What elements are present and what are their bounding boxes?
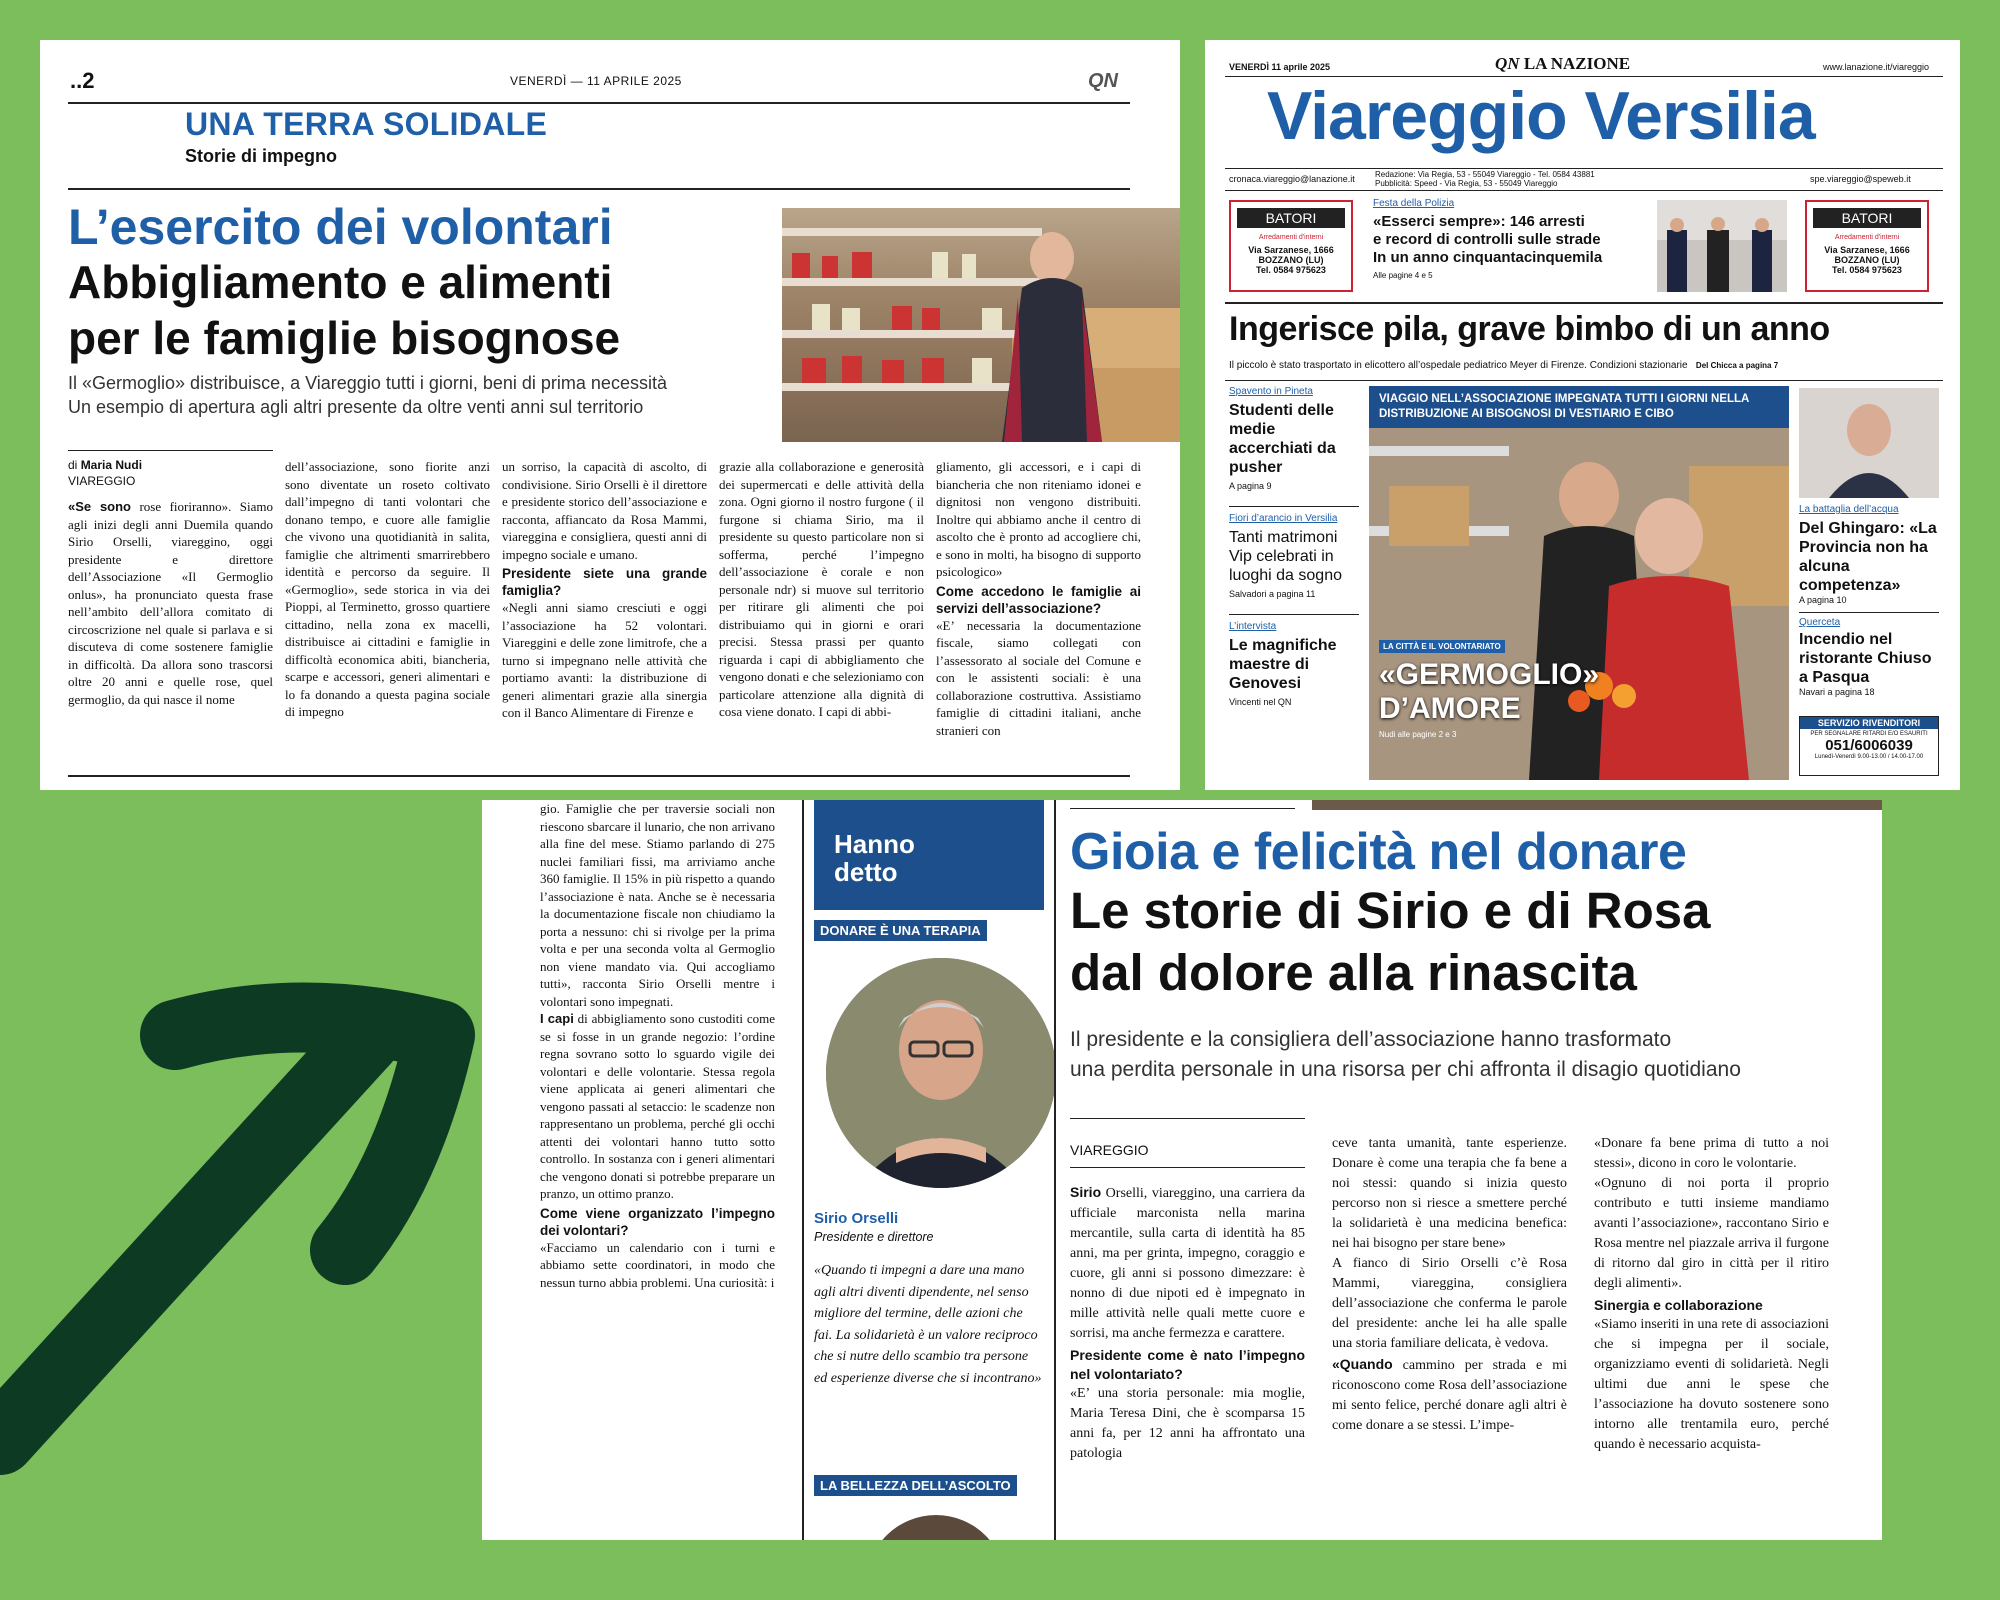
column-text: cammino per strada e mi riconoscono come Rosa dell’associazione mi sento felice, perché donare agli altri è come donare a se stessi. L’impe- xyxy=(1332,1358,1567,1433)
column-text: un sorriso, la capacità di ascolto, di condivisione. Sirio Orselli è il direttore e presidente storico dell’associazione e racconta, affiancato da Rosa Mammi, viareggina e consigliera, questi anni di impegno sociale e umano. xyxy=(502,459,707,562)
masthead xyxy=(1495,54,1630,74)
photo-illustration xyxy=(1657,200,1787,292)
column-text: rose fioriranno». Siamo agli inizi degli anni Duemila quando Sirio Orselli, viareggino, oggi presidente e direttore dell’Associazione «Il Germoglio onlus», ha pronunciato questa frase nell’ambito dell’allora comitato di circoscrizione nel quale si parlava e si discuteva di come sostenere famiglie in difficoltà. Da allora sono trascorsi oltre 20 anni e quelle rose, quel germoglio, da qui nasce il nome xyxy=(68,499,273,707)
left-briefs xyxy=(1229,386,1359,708)
column-text: «E’ necessaria la documentazione fiscale, siamo collegati con l’assessorato al sociale del Comune e con le assistenti sociali: è una collaborazione costruttiva. Assistiamo famiglie di cittadini italiani, anche stranieri con xyxy=(936,617,1141,738)
subheading: Sinergia e collaborazione xyxy=(1594,1297,1763,1313)
article-column-5 xyxy=(936,458,1141,739)
article-column-2 xyxy=(285,458,490,721)
page-number: ..2 xyxy=(70,68,95,93)
article-column-2 xyxy=(1332,1134,1567,1436)
qn-logo: QN xyxy=(1088,70,1118,92)
newspaper-page-3 xyxy=(482,800,1882,1540)
dateline: VIAREGGIO xyxy=(1070,1142,1149,1158)
headline-line-2: per le famiglie bisognose xyxy=(68,312,621,364)
story-ref: Alle pagine 4 e 5 xyxy=(1373,271,1433,280)
kicker: Gioia e felicità nel donare xyxy=(1070,823,1687,881)
service-title: SERVIZIO RIVENDITORI xyxy=(1800,717,1938,729)
lead-word: Sirio xyxy=(1070,1184,1102,1200)
kicker: L’esercito dei volontari xyxy=(68,199,613,255)
feature-photo xyxy=(1369,386,1789,780)
subhead-line-1: Il presidente e la consigliera dell’associazione hanno trasformato xyxy=(1070,1028,1672,1051)
ad-line: BOZZANO (LU) xyxy=(1258,255,1324,265)
photo-strip xyxy=(1312,800,1882,810)
quote-label: DONARE È UNA TERAPIA xyxy=(814,920,987,941)
main-sub: Il piccolo è stato trasportato in elicottero all’ospedale pediatrico Meyer di Firenze. Condizioni stazionarie xyxy=(1229,360,1688,371)
subhead-line-1: Il «Germoglio» distribuisce, a Viareggio tutti i giorni, beni di prima necessità xyxy=(68,373,667,393)
quote-label: LA BELLEZZA DELL’ASCOLTO xyxy=(814,1475,1017,1496)
quotes-sidebar xyxy=(804,800,1044,1540)
main-ref: Del Chicca a pagina 7 xyxy=(1695,361,1779,370)
top-story xyxy=(1373,198,1653,280)
interview-question: Come accedono le famiglie ai servizi dell’associazione? xyxy=(936,583,1141,616)
headline-line-2: dal dolore alla rinascita xyxy=(1070,944,1637,1001)
brief-title: Del Ghingaro: «La Provincia non ha alcuna competenza» xyxy=(1799,520,1937,594)
ad-batori-right xyxy=(1805,200,1929,292)
qn-logo: QN xyxy=(1495,54,1520,73)
ad-line: BOZZANO (LU) xyxy=(1834,255,1900,265)
brief-kicker: Spavento in Pineta xyxy=(1229,386,1313,397)
photo-illustration xyxy=(1799,388,1939,498)
brief-ref: Salvadori a pagina 11 xyxy=(1229,589,1316,599)
feature-tag: LA CITTÀ E IL VOLONTARIATO xyxy=(1379,640,1505,653)
article-column-1 xyxy=(1070,1182,1305,1464)
email-left: cronaca.viareggio@lanazione.it xyxy=(1229,174,1355,184)
byline-prefix: di xyxy=(68,458,78,472)
quote-name: Sirio Orselli xyxy=(814,1210,899,1227)
brief-ref: A pagina 9 xyxy=(1229,481,1272,491)
column-text: dell’associazione, sono fiorite anzi sono diventate un roseto coltivato dall’impegno di tanti volontari che donano tempo, e cuore alle famiglie che vivono una quotidianità in salita, famiglie che altrimenti smarrirebbero identità e percorso da seguire. Il «Germoglio», sede storica in via dei Pioppi, al Terminetto, grosso quartiere cittadino, nella zona ex macelli, distribuisce ai cittadini e famiglie in difficoltà economica abiti, biancheria, scarpe e accessori, generi alimentari e lo fa donando a questa pagina sociale di impegno xyxy=(285,459,490,719)
article-column-continued xyxy=(540,800,775,1291)
front-url: www.lanazione.it/viareggio xyxy=(1823,62,1930,72)
brief-ref: Vincenti nel QN xyxy=(1229,697,1292,707)
lead-word: «Se sono xyxy=(68,499,132,514)
brief-title: Studenti delle medie accerchiati da pusher xyxy=(1229,402,1336,476)
column-text: di abbigliamento sono custoditi come se si fosse in un grande negozio: l’ordine regna sovrano sotto lo sguardo vigile dei volontari e delle volontarie. Stessa regola viene applicata ai generi alimentari che vengono passati al setaccio: le scadenze non rappresentano un problema, perché gli occhi attenti dei volontari hanno tutto sotto controllo. In sostanza con i generi alimentari che vengono donati si potrebbe preparare un pranzo, un ottimo pranzo. xyxy=(540,1011,775,1201)
redazione-line: Redazione: Via Regia, 53 - 55049 Viareggio - Tel. 0584 43881 xyxy=(1375,170,1595,179)
ad-tag: Arredamenti d'interni xyxy=(1258,234,1324,241)
section-subtitle: Storie di impegno xyxy=(185,146,338,166)
portrait-photo xyxy=(1799,388,1939,498)
byline-author: Maria Nudi xyxy=(80,458,143,472)
ad-line: Tel. 0584 975623 xyxy=(1832,265,1902,275)
column-text: Orselli, viareggino, una carriera da ufficiale marconista nella marina mercantile, sulla carta di identità ha 85 anni, ma per grinta, impegno, coraggio e cuore, gli anni si possono dimezzare: è nonno di due nipoti ed è impegnato in mille attività nelle quali mette cuore e sorrisi, ma anche fermezza e carattere. xyxy=(1070,1186,1305,1341)
column-text: gliamento, gli accessori, e i capi di biancheria che non riteniamo idonei e dignitosi non vengono distribuiti. Inoltre qui abbiamo anche il centro di ascolto che è pronto ad accogliere chi, e sono in molti, ha bisogno di supporto psicologico» xyxy=(936,459,1141,579)
column-text: «Ognuno di noi porta il proprio contributo e tutti insieme mandiamo avanti l’associazione», raccontano Sirio e Rosa mentre nel piazzale arriva il furgone di ritorno dal giro in città per il ritiro degli alimenti». xyxy=(1594,1176,1829,1291)
main-subhead xyxy=(1229,360,1778,371)
column-text: «Negli anni siamo cresciuti e oggi l’associazione ha 52 volontari. Viareggini e delle zone limitrofe, che a turno si impegnano nelle attività che portiamo avanti: la distribuzione di generi alimentari grazie alla sinergia con il Banco Alimentare di Firenze e xyxy=(502,600,707,720)
story-kicker: Festa della Polizia xyxy=(1373,198,1455,209)
ad-brand: BATORI xyxy=(1813,208,1921,228)
ad-line: Via Sarzanese, 1666 xyxy=(1824,245,1910,255)
service-box xyxy=(1799,716,1939,776)
ad-batori-left xyxy=(1229,200,1353,292)
article-column-3 xyxy=(502,458,707,722)
brief-title: Incendio nel ristorante Chiuso a Pasqua xyxy=(1799,631,1932,686)
newspaper-page-2 xyxy=(40,40,1180,790)
email-right: spe.viareggio@speweb.it xyxy=(1810,174,1911,184)
feature-headline-2: D’AMORE xyxy=(1379,692,1521,725)
headline-line-1: Le storie di Sirio e di Rosa xyxy=(1070,882,1711,939)
story-headline: In un anno cinquantacinquemila xyxy=(1373,249,1603,266)
brief-ref: Navari a pagina 18 xyxy=(1799,687,1875,697)
section-title: UNA TERRA SOLIDALE xyxy=(185,106,548,142)
column-text: grazie alla collaborazione e generosità dei supermercati e delle attività della zona. Ogni giorno il nostro furgone ( il furgone si chiama Sirio, ma il presidente su questo particolare non si sofferma, perché l’impegno dell’associazione è corale e non personale ndr) si muove sul territorio per ritirare gli alimenti che poi distribuiamo qui in giorni e orari precisi. Stessa prassi per quanto riguarda i capi di abbigliamento che vengono donati e che selezioniamo con particolare attenzione alla dignità di cosa viene donato. I capi di abbi- xyxy=(719,459,924,719)
byline-place: VIAREGGIO xyxy=(68,474,136,488)
quotes-title-line: Hanno xyxy=(834,829,915,859)
service-phone: 051/6006039 xyxy=(1825,737,1913,754)
quote-text: «Quando ti impegni a dare una mano agli altri diventi dipendente, nel senso migliore del termine, delle azioni che fai. La solidarietà è un valore reciproco che si nutre dello scambio tra persone ed esperienze diverse che si incontrano» xyxy=(814,1263,1042,1386)
front-date: VENERDÌ 11 aprile 2025 xyxy=(1229,62,1331,72)
brief-ref: A pagina 10 xyxy=(1799,595,1847,605)
police-photo xyxy=(1657,200,1787,292)
story-headline: e record di controlli sulle strade xyxy=(1373,231,1601,248)
lead-word: «Quando xyxy=(1332,1356,1393,1372)
column-text: gio. Famiglie che per traversie sociali non riescono sbarcare il lunario, che non arrivano alla fine del mese. Stiamo parlando di 275 nuclei familiari fissi, ma arriviamo anche 360 famiglie. Il 15% in più rispetto a quando l’associazione è nata. Anche se è necessaria la documentazione fiscale non chiudiamo la porta a nessuno: chi si rivolge per la prima volta e per una seconda volta al Germoglio non viene mandato via. Qui accogliamo tutti», racconta Sirio Orselli mentre i volontari sono impegnati. xyxy=(540,801,775,1009)
article-column-1 xyxy=(68,498,273,708)
quotes-title xyxy=(814,800,1044,910)
ad-line: Via Sarzanese, 1666 xyxy=(1248,245,1334,255)
brief-kicker: Fiori d’arancio in Versilia xyxy=(1229,513,1338,524)
masthead-title: Viareggio Versilia xyxy=(1267,78,1815,154)
interview-question: Come viene organizzato l’impegno dei volontari? xyxy=(540,1205,775,1238)
byline xyxy=(68,458,142,472)
quotes-title-line: detto xyxy=(834,857,898,887)
ad-tag: Arredamenti d'interni xyxy=(1834,234,1900,241)
paper-name: LA NAZIONE xyxy=(1523,54,1631,73)
redazione-line: Pubblicità: Speed - Via Regia, 53 - 55049 Viareggio xyxy=(1375,179,1558,188)
subhead-line-2: una perdita personale in una risorsa per chi affronta il disagio quotidiano xyxy=(1070,1058,1741,1081)
rosa-portrait xyxy=(866,1515,1006,1540)
quote-role: Presidente e direttore xyxy=(814,1230,934,1244)
column-text: «E’ una storia personale: mia moglie, Maria Teresa Dini, che è scomparsa 15 anni fa, per 12 anni ha affrontato una patologia xyxy=(1070,1386,1305,1461)
ad-line: Tel. 0584 975623 xyxy=(1256,265,1326,275)
service-sub: PER SEGNALARE RITARDI E/O ESAURITI xyxy=(1810,731,1928,737)
ad-brand: BATORI xyxy=(1237,208,1345,228)
arrow-icon-shape xyxy=(0,1018,440,1441)
column-text: «Facciamo un calendario con i turni e abbiamo sette coordinatori, in modo che nessun turno abbia problemi. Una curiosità: i xyxy=(540,1239,775,1290)
headline-line-1: Abbigliamento e alimenti xyxy=(68,256,613,308)
interview-question: Presidente come è nato l’impegno nel volontariato? xyxy=(1070,1347,1305,1382)
page-date: VENERDÌ — 11 APRILE 2025 xyxy=(510,74,682,88)
brief-kicker: L’intervista xyxy=(1229,621,1277,632)
story-headline: «Esserci sempre»: 146 arresti xyxy=(1373,213,1585,230)
feature-ref: Nudi alle pagine 2 e 3 xyxy=(1379,730,1457,739)
brief-kicker: Querceta xyxy=(1799,617,1841,628)
redazione xyxy=(1375,170,1595,188)
article-column-4 xyxy=(719,458,924,721)
main-headline: Ingerisce pila, grave bimbo di un anno xyxy=(1229,310,1830,348)
article-column-3 xyxy=(1594,1134,1829,1455)
brief-kicker: La battaglia dell’acqua xyxy=(1799,504,1899,515)
interview-question: Presidente siete una grande famiglia? xyxy=(502,566,707,598)
sirio-portrait xyxy=(826,958,1056,1188)
feature-headline-1: «GERMOGLIO» xyxy=(1379,658,1600,691)
brief-title: Le magnifiche maestre di Genovesi xyxy=(1229,637,1337,692)
column-text: «Donare fa bene prima di tutto a noi stessi», dicono in coro le volontarie. xyxy=(1594,1136,1829,1171)
photo-illustration xyxy=(826,958,1056,1188)
brief-title: Tanti matrimoni Vip celebrati in luoghi da sogno xyxy=(1229,529,1342,584)
right-briefs xyxy=(1799,504,1939,698)
column-text: ceve tanta umanità, tante esperienze. Donare è come una terapia che fa bene a noi stessi: quando si inizia questo percorso non si riesce a smettere perché la solidarietà è una medicina benefica: nei hai bisogno per stare bene» xyxy=(1332,1136,1567,1251)
photo-illustration xyxy=(782,208,1180,442)
food-bank-photo xyxy=(782,208,1180,442)
service-hours: Lunedì-Venerdì 9.00-13.00 / 14.00-17.00 xyxy=(1814,754,1924,760)
subhead-line-2: Un esempio di apertura agli altri presente da oltre venti anni sul territorio xyxy=(68,397,644,417)
column-text: «Siamo inseriti in una rete di associazioni che si impegna per il sociale, organizziamo eventi di solidarietà. Negli ultimi due anni le spese che l’associazione ha dovuto sostenere sono intorno alle trentamila euro, perché quando è necessario acquista- xyxy=(1594,1317,1829,1452)
column-text: A fianco di Sirio Orselli c’è Rosa Mammi, viareggina, consigliera dell’associazione che conferma le parole del presidente: anche lei ha alle spalle una storia familiare delicata, è vedova. xyxy=(1332,1256,1567,1351)
newspaper-front-page xyxy=(1205,40,1960,790)
feature-banner: VIAGGIO NELL’ASSOCIAZIONE IMPEGNATA TUTTI I GIORNI NELLA DISTRIBUZIONE AI BISOGNOSI DI VESTIARIO E CIBO xyxy=(1369,386,1789,428)
lead-word: I capi xyxy=(540,1011,574,1026)
